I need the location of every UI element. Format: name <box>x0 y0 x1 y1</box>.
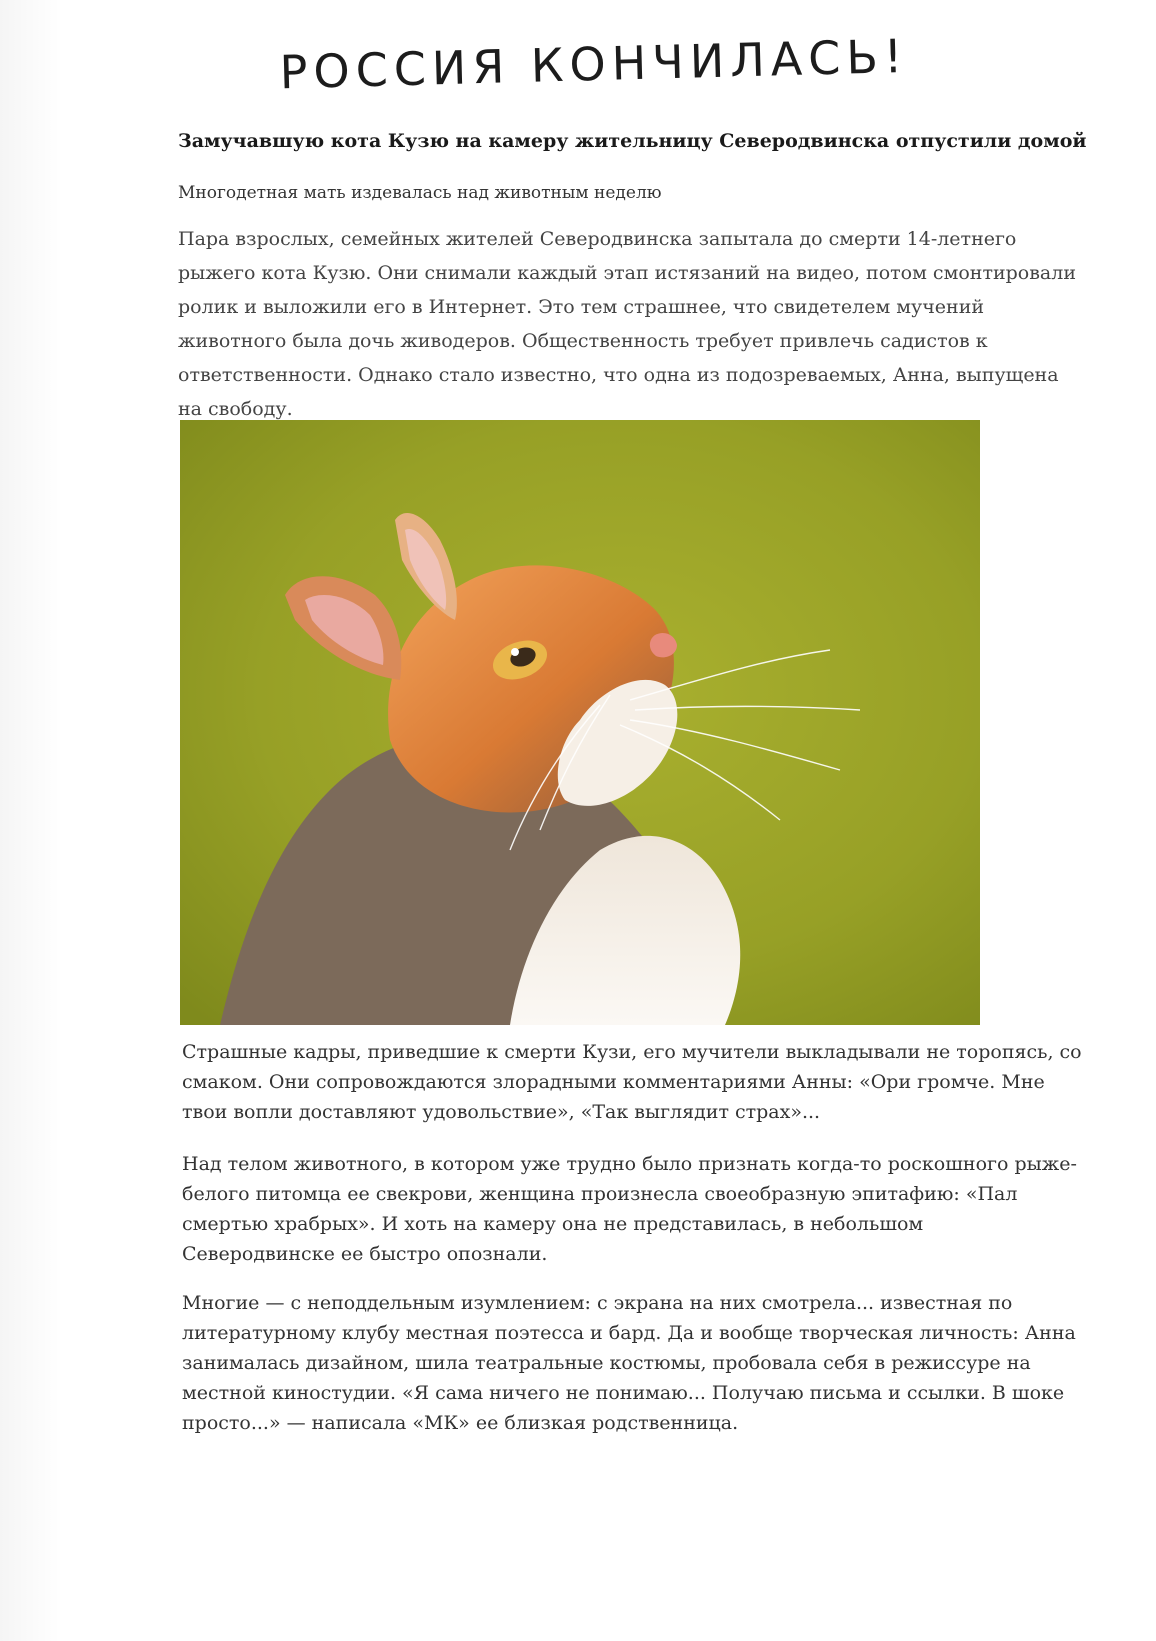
scan-edge-shadow <box>0 0 60 1641</box>
article-paragraph-1: Пара взрослых, семейных жителей Северодвинска запытала до смерти 14-летнего рыжего кота Кузю. Они снимали каждый этап истязаний на видео, потом смонтировали ролик и выложили его в Интернет. Это тем страшнее, что свидетелем мучений животного была дочь живодеров. Общественность требует привлечь садистов к ответственности. Однако стало известно, что одна из подозреваемых, Анна, выпущена на свободу. <box>178 228 1076 420</box>
article-paragraph-4: Многие — с неподдельным изумлением: с экрана на них смотрела... известная по литературному клубу местная поэтесса и бард. Да и вообще творческая личность: Анна занималась дизайном, шила театральные костюмы, пробовала себя в режиссуре на местной киностудии. «Я сама ничего не понимаю... Получаю письма и ссылки. В шоке просто...» — написала «МК» ее близкая родственница. <box>182 1292 1076 1434</box>
cat-illustration <box>180 420 980 1025</box>
article-paragraph-2: Страшные кадры, приведшие к смерти Кузи, его мучители выкладывали не торопясь, со смаком. Они сопровождаются злорадными комментариями Анны: «Ори громче. Мне твои вопли доставляют удовольствие», «Так выглядит страх»... <box>182 1041 1082 1123</box>
article-paragraph-3: Над телом животного, в котором уже трудно было признать когда-то роскошного рыже-белого питомца ее свекрови, женщина произнесла своеобразную эпитафию: «Пал смертью храбрых». И хоть на камеру она не представилась, в небольшом Северодвинске ее быстро опознали. <box>182 1153 1077 1265</box>
article-headline: Замучавшую кота Кузю на камеру жительницу Северодвинска отпустили домой <box>178 130 1087 152</box>
cat-photo <box>180 420 980 1025</box>
article-subheadline: Многодетная мать издевалась над животным неделю <box>178 183 662 203</box>
handwritten-title: РОССИЯ КОНЧИЛАСЬ! <box>279 28 910 100</box>
